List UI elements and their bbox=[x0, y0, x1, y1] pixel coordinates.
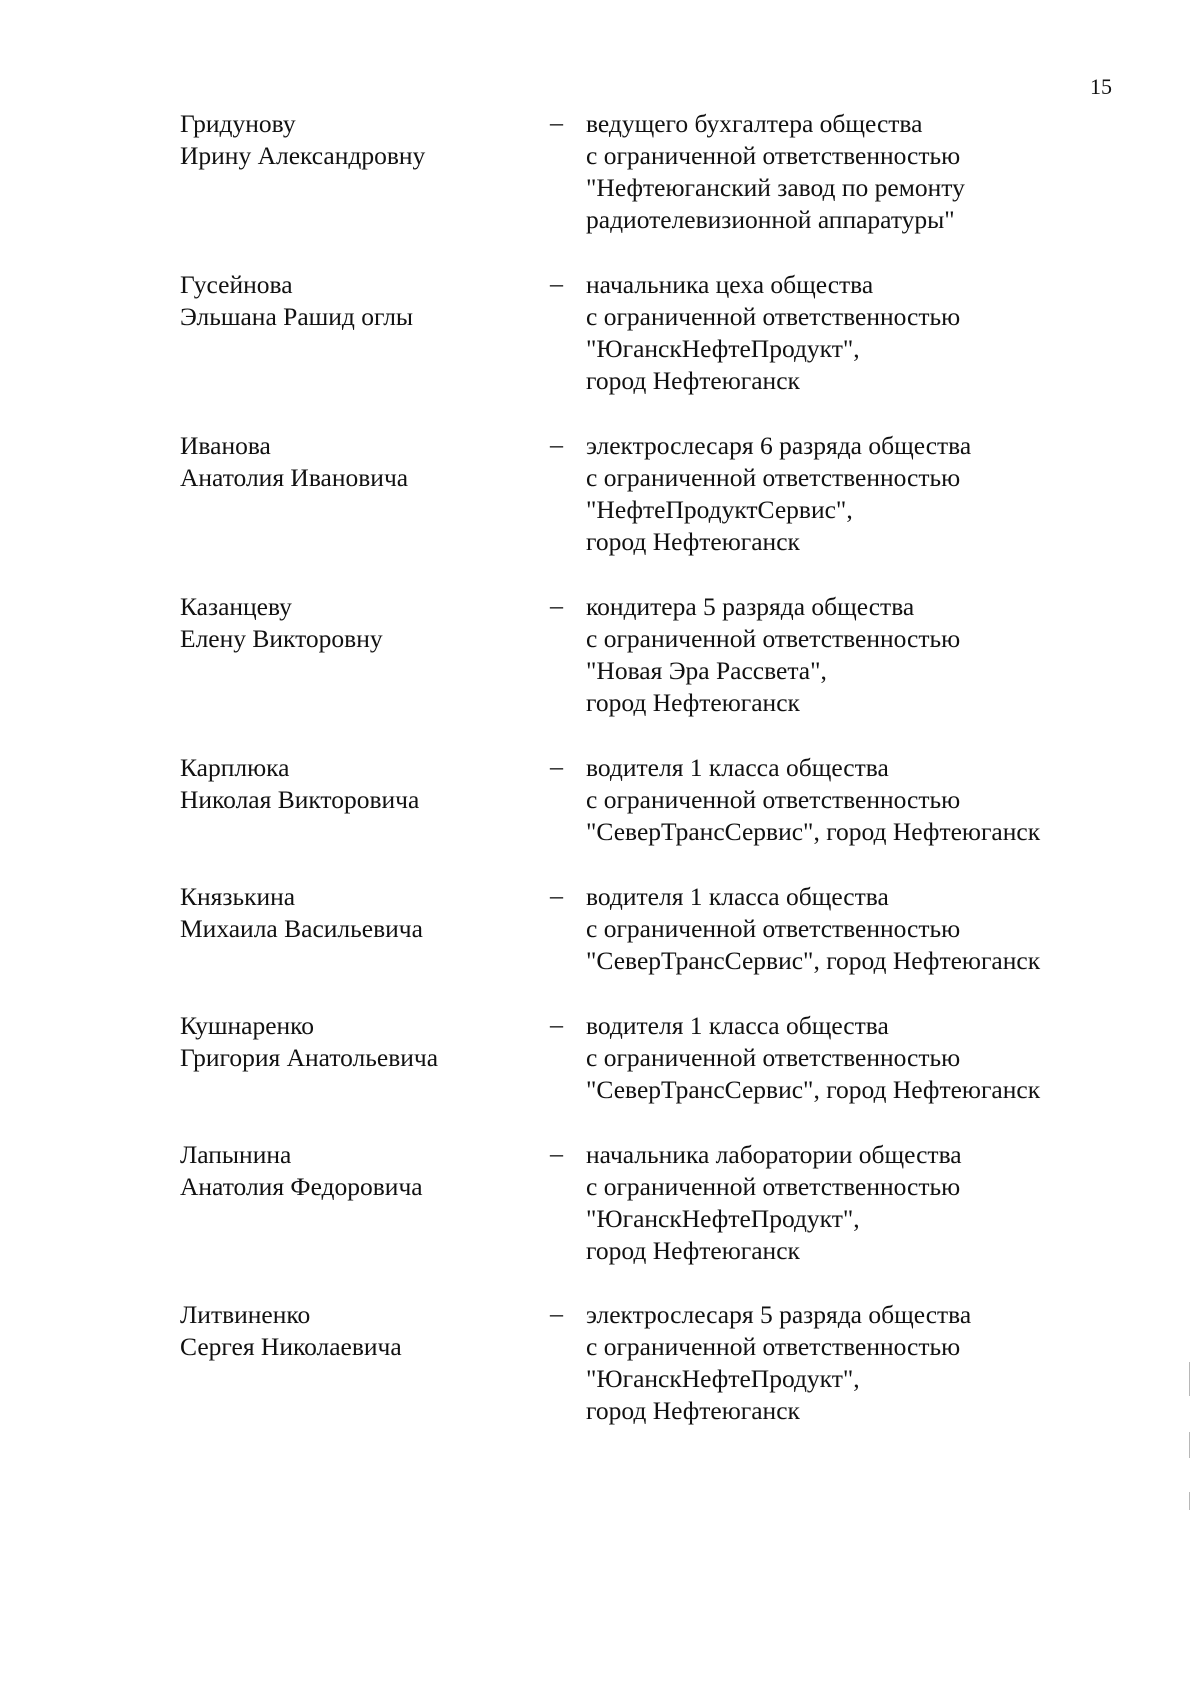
dash-separator: – bbox=[550, 269, 563, 298]
given-names: Григория Анатольевича bbox=[180, 1043, 439, 1072]
description-line: "Нефтеюганский завод по ремонту bbox=[586, 173, 965, 202]
dash-separator: – bbox=[550, 591, 563, 620]
surname: Иванова bbox=[180, 431, 271, 460]
description-line: с ограниченной ответственностью bbox=[586, 785, 961, 814]
description-line: "НефтеПродуктСервис", bbox=[586, 495, 853, 524]
given-names: Елену Викторовну bbox=[180, 624, 383, 653]
given-names: Ирину Александровну bbox=[180, 141, 426, 170]
description-line: город Нефтеюганск bbox=[586, 527, 800, 556]
position-description bbox=[586, 591, 1106, 719]
scan-edge-mark bbox=[1189, 1362, 1190, 1396]
person-name bbox=[180, 752, 540, 816]
position-description bbox=[586, 1010, 1106, 1106]
description-line: с ограниченной ответственностью bbox=[586, 1332, 961, 1361]
surname: Казанцеву bbox=[180, 592, 292, 621]
position-description bbox=[586, 752, 1106, 848]
person-name bbox=[180, 108, 540, 172]
description-line: водителя 1 класса общества bbox=[586, 1011, 889, 1040]
given-names: Анатолия Ивановича bbox=[180, 463, 409, 492]
person-name bbox=[180, 430, 540, 494]
surname: Князькина bbox=[180, 882, 296, 911]
position-description bbox=[586, 1299, 1106, 1427]
person-name bbox=[180, 1299, 540, 1363]
description-line: с ограниченной ответственностью bbox=[586, 1172, 961, 1201]
surname: Карплюка bbox=[180, 753, 290, 782]
given-names: Михаила Васильевича bbox=[180, 914, 423, 943]
description-line: кондитера 5 разряда общества bbox=[586, 592, 915, 621]
position-description bbox=[586, 430, 1106, 558]
scan-edge-mark bbox=[1189, 1432, 1190, 1458]
dash-separator: – bbox=[550, 1299, 563, 1328]
position-description bbox=[586, 1139, 1106, 1267]
description-line: город Нефтеюганск bbox=[586, 1396, 800, 1425]
description-line: "СеверТрансСервис", город Нефтеюганск bbox=[586, 946, 1041, 975]
dash-separator: – bbox=[550, 752, 563, 781]
description-line: начальника цеха общества bbox=[586, 270, 874, 299]
position-description bbox=[586, 108, 1106, 236]
description-line: с ограниченной ответственностью bbox=[586, 1043, 961, 1072]
description-line: с ограниченной ответственностью bbox=[586, 141, 961, 170]
person-name bbox=[180, 269, 540, 333]
surname: Литвиненко bbox=[180, 1300, 311, 1329]
given-names: Эльшана Рашид оглы bbox=[180, 302, 414, 331]
description-line: "ЮганскНефтеПродукт", bbox=[586, 1204, 860, 1233]
person-name bbox=[180, 591, 540, 655]
dash-separator: – bbox=[550, 1139, 563, 1168]
description-line: с ограниченной ответственностью bbox=[586, 302, 961, 331]
description-line: "СеверТрансСервис", город Нефтеюганск bbox=[586, 1075, 1041, 1104]
description-line: с ограниченной ответственностью bbox=[586, 624, 961, 653]
description-line: водителя 1 класса общества bbox=[586, 882, 889, 911]
surname: Гридунову bbox=[180, 109, 296, 138]
surname: Кушнаренко bbox=[180, 1011, 314, 1040]
description-line: город Нефтеюганск bbox=[586, 688, 800, 717]
given-names: Анатолия Федоровича bbox=[180, 1172, 423, 1201]
description-line: город Нефтеюганск bbox=[586, 366, 800, 395]
description-line: город Нефтеюганск bbox=[586, 1236, 800, 1265]
dash-separator: – bbox=[550, 881, 563, 910]
person-name bbox=[180, 881, 540, 945]
description-line: электрослесаря 5 разряда общества bbox=[586, 1300, 972, 1329]
description-line: электрослесаря 6 разряда общества bbox=[586, 431, 972, 460]
dash-separator: – bbox=[550, 1010, 563, 1039]
description-line: "ЮганскНефтеПродукт", bbox=[586, 1364, 860, 1393]
description-line: радиотелевизионной аппаратуры" bbox=[586, 205, 955, 234]
dash-separator: – bbox=[550, 430, 563, 459]
description-line: начальника лаборатории общества bbox=[586, 1140, 962, 1169]
surname: Гусейнова bbox=[180, 270, 293, 299]
given-names: Николая Викторовича bbox=[180, 785, 420, 814]
description-line: с ограниченной ответственностью bbox=[586, 463, 961, 492]
description-line: ведущего бухгалтера общества bbox=[586, 109, 923, 138]
person-name bbox=[180, 1010, 540, 1074]
description-line: "ЮганскНефтеПродукт", bbox=[586, 334, 860, 363]
description-line: "СеверТрансСервис", город Нефтеюганск bbox=[586, 817, 1041, 846]
description-line: "Новая Эра Рассвета", bbox=[586, 656, 827, 685]
scan-edge-mark bbox=[1189, 1492, 1190, 1510]
description-line: с ограниченной ответственностью bbox=[586, 914, 961, 943]
dash-separator: – bbox=[550, 108, 563, 137]
given-names: Сергея Николаевича bbox=[180, 1332, 402, 1361]
position-description bbox=[586, 881, 1106, 977]
position-description bbox=[586, 269, 1106, 397]
page-number: 15 bbox=[1090, 74, 1112, 99]
surname: Лапынина bbox=[180, 1140, 292, 1169]
description-line: водителя 1 класса общества bbox=[586, 753, 889, 782]
person-name bbox=[180, 1139, 540, 1203]
